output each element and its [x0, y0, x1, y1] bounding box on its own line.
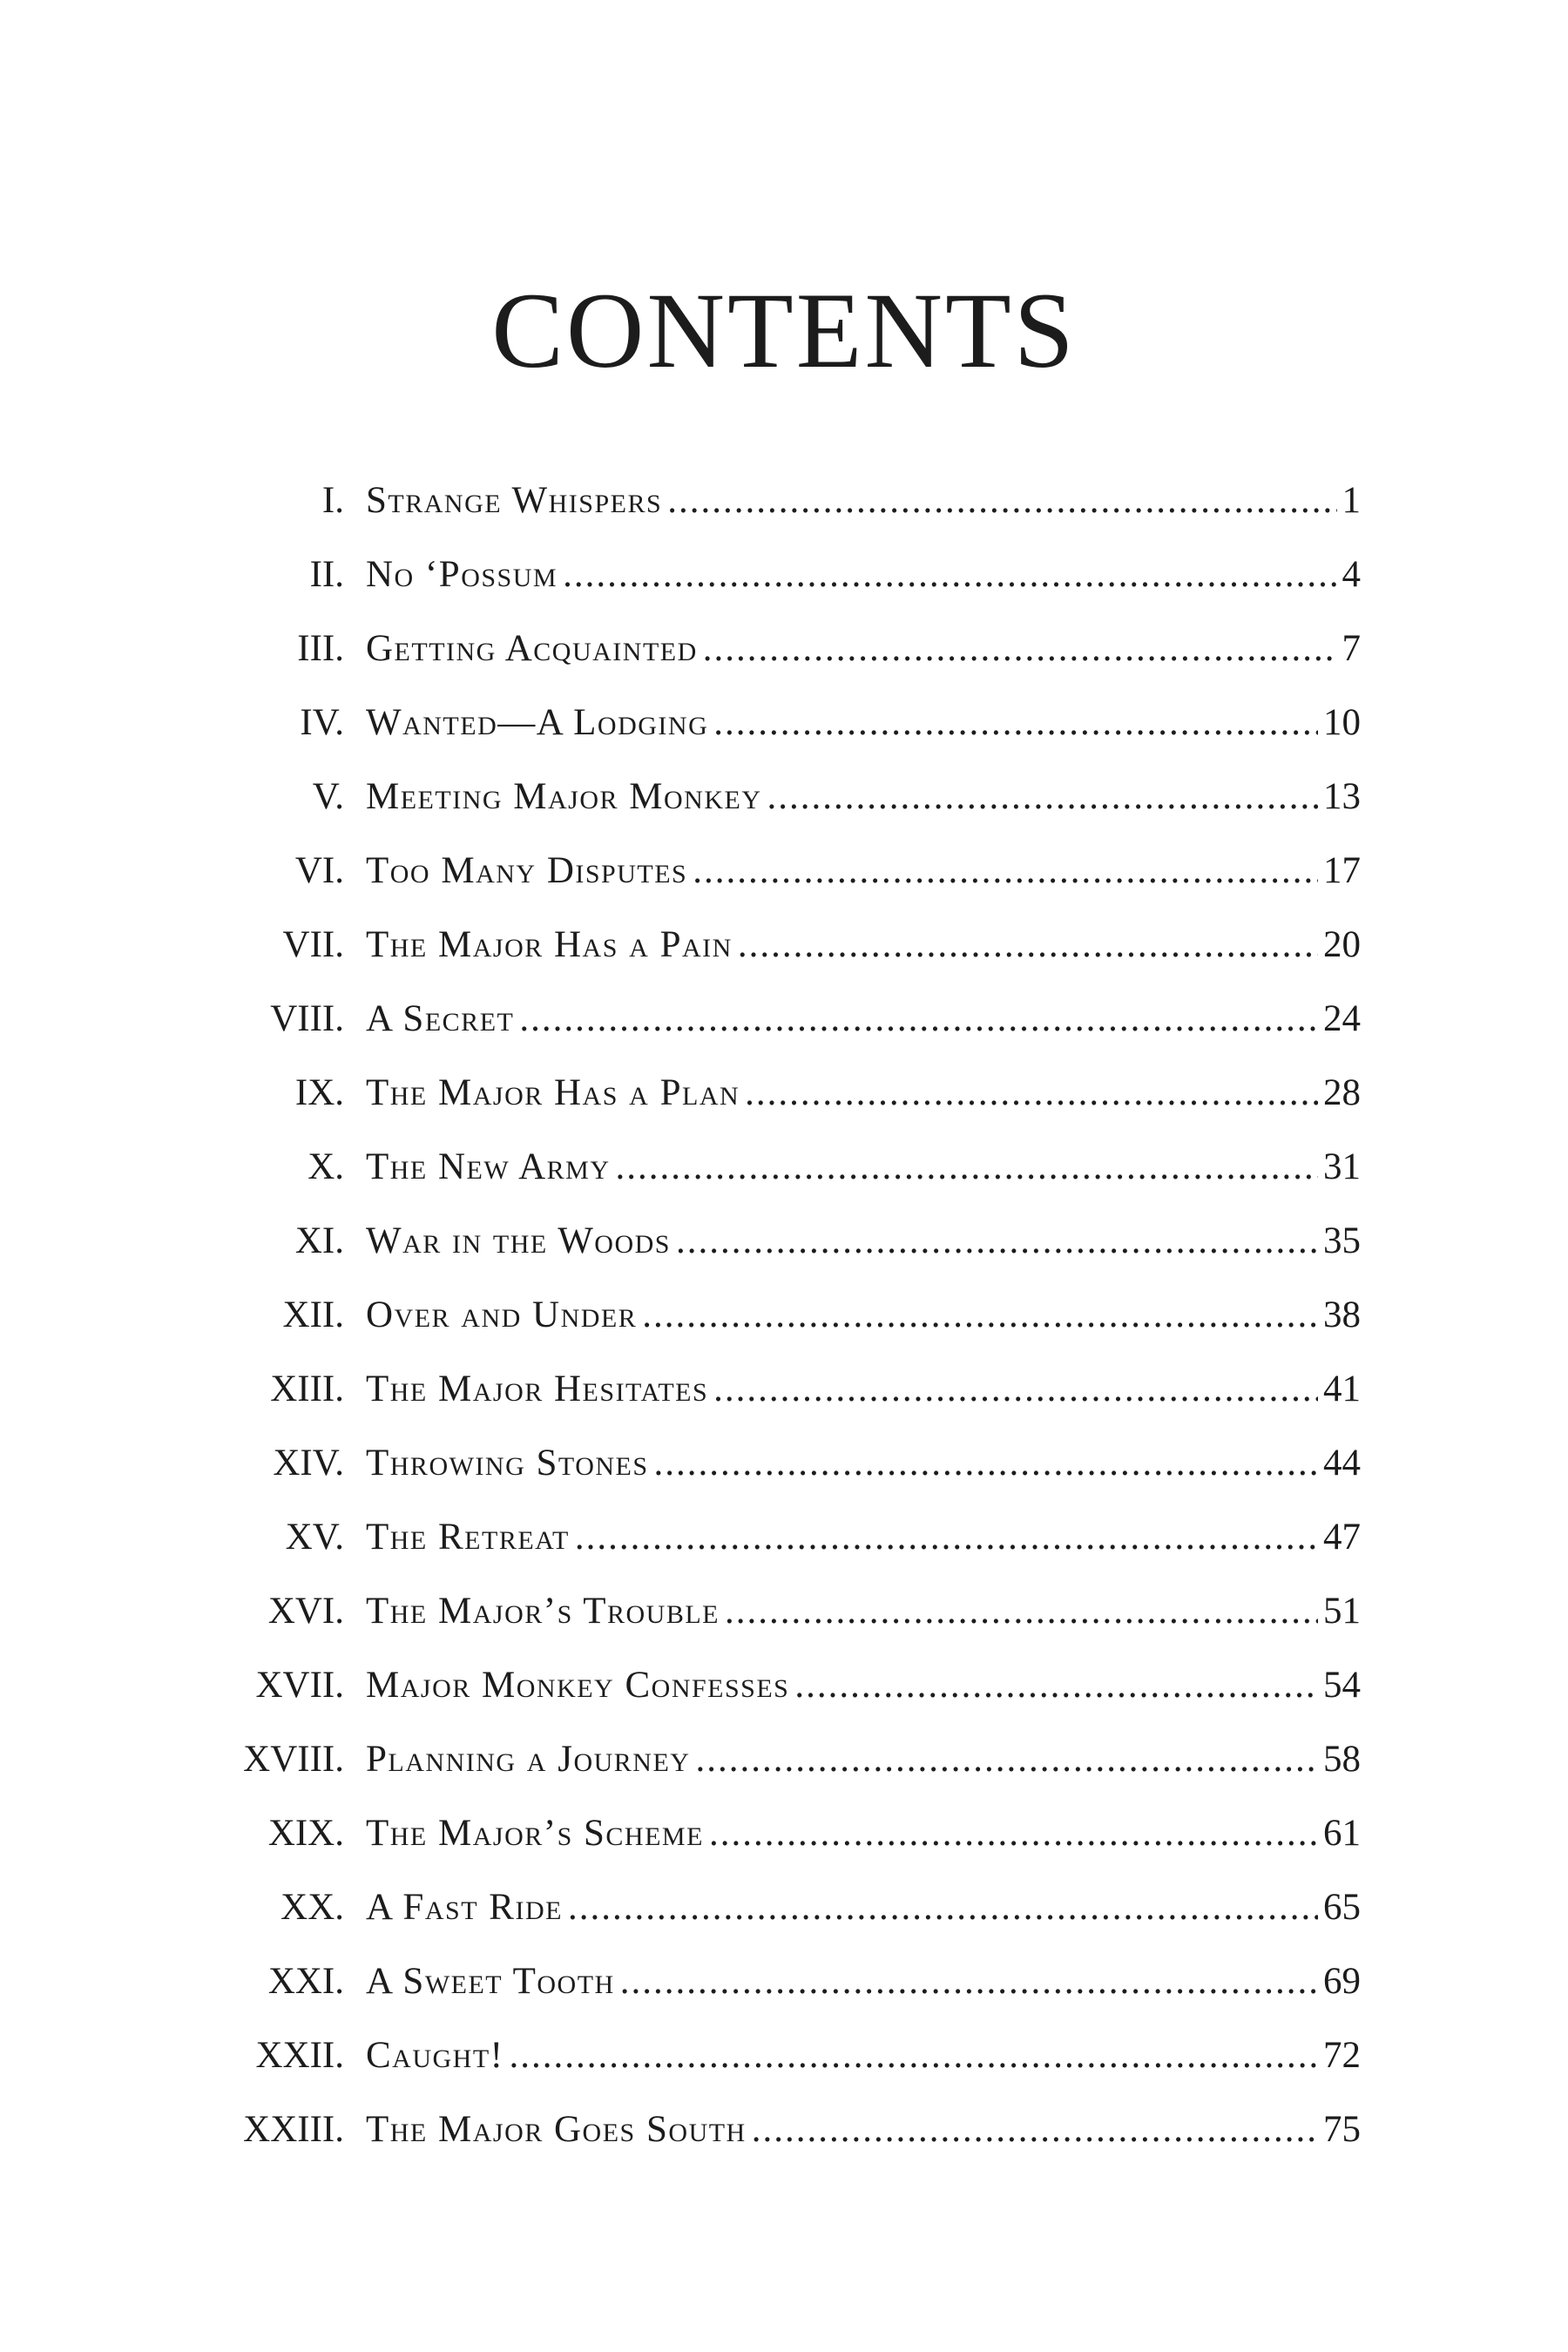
page-number: 13	[1323, 776, 1361, 817]
chapter-number: I.	[321, 480, 344, 521]
dot-leader	[713, 691, 1318, 755]
toc-entry[interactable]	[0, 1357, 1568, 1431]
chapter-title: Planning a Journey	[366, 1739, 691, 1780]
chapter-number: IX.	[294, 1072, 344, 1113]
dot-leader	[642, 1283, 1318, 1348]
chapter-title: War in the Woods	[366, 1220, 671, 1261]
dot-leader	[563, 543, 1336, 607]
toc-line	[366, 839, 1361, 903]
chapter-title: The Major Hesitates	[366, 1369, 709, 1409]
toc-line	[366, 543, 1361, 607]
toc-line	[366, 2098, 1361, 2162]
page-number: 47	[1323, 1517, 1361, 1558]
page-number: 54	[1323, 1665, 1361, 1706]
chapter-number: XX.	[280, 1887, 344, 1928]
toc-entry[interactable]	[0, 1727, 1568, 1801]
chapter-number: II.	[309, 554, 344, 595]
toc-entry[interactable]	[0, 1950, 1568, 2024]
page-number: 7	[1342, 628, 1361, 669]
dot-leader	[693, 839, 1318, 903]
toc-line	[366, 987, 1361, 1051]
chapter-title: Meeting Major Monkey	[366, 776, 762, 817]
dot-leader	[620, 1950, 1318, 2014]
chapter-number: VII.	[282, 924, 344, 965]
dot-leader	[767, 765, 1319, 829]
chapter-number: V.	[312, 776, 344, 817]
toc-line	[366, 1209, 1361, 1274]
page-number: 10	[1323, 702, 1361, 743]
chapter-number: XVI.	[267, 1591, 344, 1632]
toc-line	[366, 1801, 1361, 1866]
toc-line	[366, 1505, 1361, 1570]
toc-line	[366, 1727, 1361, 1792]
toc-line	[366, 2024, 1361, 2088]
chapter-title: Too Many Disputes	[366, 850, 688, 891]
chapter-number: XII.	[282, 1294, 344, 1335]
dot-leader	[519, 987, 1318, 1051]
chapter-title: Over and Under	[366, 1294, 638, 1335]
toc-entry[interactable]	[0, 987, 1568, 1061]
toc-entry[interactable]	[0, 543, 1568, 617]
chapter-title: The New Army	[366, 1146, 611, 1187]
chapter-number: XIX.	[267, 1813, 344, 1854]
toc-entry[interactable]	[0, 765, 1568, 839]
page-number: 65	[1323, 1887, 1361, 1928]
chapter-title: Major Monkey Confesses	[366, 1665, 790, 1706]
toc-entry[interactable]	[0, 839, 1568, 913]
chapter-number: IV.	[300, 702, 344, 743]
toc-entry[interactable]	[0, 913, 1568, 987]
chapter-title: A Secret	[366, 998, 515, 1039]
page-number: 28	[1323, 1072, 1361, 1113]
chapter-number: XIV.	[273, 1443, 344, 1484]
chapter-number: XXII.	[255, 2035, 344, 2076]
toc-line	[366, 1357, 1361, 1422]
chapter-title: Wanted—A Lodging	[366, 702, 709, 743]
chapter-number: XXIII.	[243, 2109, 344, 2150]
chapter-number: X.	[308, 1146, 344, 1187]
page-title: CONTENTS	[491, 271, 1077, 390]
dot-leader	[575, 1505, 1318, 1570]
page-number: 44	[1323, 1443, 1361, 1484]
dot-leader	[738, 913, 1318, 977]
page-number: 61	[1323, 1813, 1361, 1854]
chapter-title: The Major Goes South	[366, 2109, 747, 2150]
toc-line	[366, 1135, 1361, 1200]
toc-line	[366, 1653, 1361, 1718]
dot-leader	[709, 1801, 1318, 1866]
toc-entry[interactable]	[0, 2024, 1568, 2098]
toc-entry[interactable]	[0, 617, 1568, 691]
page-number: 35	[1323, 1220, 1361, 1261]
page-number: 41	[1323, 1369, 1361, 1409]
chapter-title: Strange Whispers	[366, 480, 663, 521]
toc-line	[366, 1283, 1361, 1348]
dot-leader	[725, 1579, 1318, 1644]
chapter-number: XIII.	[270, 1369, 344, 1409]
dot-leader	[695, 1727, 1318, 1792]
toc-entry[interactable]	[0, 1579, 1568, 1653]
page-number: 69	[1323, 1961, 1361, 2002]
page-number: 1	[1342, 480, 1361, 521]
dot-leader	[568, 1876, 1318, 1940]
chapter-title: Getting Acquainted	[366, 628, 698, 669]
chapter-title: Caught!	[366, 2035, 504, 2076]
page-number: 17	[1323, 850, 1361, 891]
dot-leader	[752, 2098, 1318, 2162]
chapter-title: The Major’s Trouble	[366, 1591, 720, 1632]
dot-leader	[667, 469, 1336, 533]
toc-entry[interactable]	[0, 1801, 1568, 1876]
toc-line	[366, 913, 1361, 977]
chapter-number: XVII.	[255, 1665, 344, 1706]
toc-entry[interactable]	[0, 1876, 1568, 1950]
toc-line	[366, 617, 1361, 681]
toc-entry[interactable]	[0, 1505, 1568, 1579]
toc-entry[interactable]	[0, 1431, 1568, 1505]
dot-leader	[745, 1061, 1318, 1125]
dot-leader	[510, 2024, 1319, 2088]
chapter-number: VI.	[294, 850, 344, 891]
toc-line	[366, 1876, 1361, 1940]
chapter-title: The Major Has a Plan	[366, 1072, 740, 1113]
toc-entry[interactable]	[0, 2098, 1568, 2172]
chapter-title: The Major’s Scheme	[366, 1813, 704, 1854]
dot-leader	[654, 1431, 1318, 1496]
toc-line	[366, 1579, 1361, 1644]
chapter-title: A Fast Ride	[366, 1887, 563, 1928]
page-number: 38	[1323, 1294, 1361, 1335]
toc-line	[366, 1950, 1361, 2014]
chapter-number: XVIII.	[243, 1739, 344, 1780]
toc-line	[366, 469, 1361, 533]
page-number: 58	[1323, 1739, 1361, 1780]
dot-leader	[713, 1357, 1318, 1422]
dot-leader	[794, 1653, 1318, 1718]
toc-entry[interactable]	[0, 691, 1568, 765]
chapter-number: XXI.	[267, 1961, 344, 2002]
table-of-contents	[0, 469, 1568, 2172]
chapter-number: III.	[297, 628, 344, 669]
page-number: 4	[1342, 554, 1361, 595]
chapter-title: Throwing Stones	[366, 1443, 649, 1484]
page-number: 31	[1323, 1146, 1361, 1187]
toc-line	[366, 1061, 1361, 1125]
chapter-title: The Major Has a Pain	[366, 924, 733, 965]
page-number: 75	[1323, 2109, 1361, 2150]
dot-leader	[676, 1209, 1318, 1274]
chapter-number: XI.	[294, 1220, 344, 1261]
chapter-title: A Sweet Tooth	[366, 1961, 615, 2002]
toc-entry[interactable]	[0, 469, 1568, 543]
toc-entry[interactable]	[0, 1653, 1568, 1727]
toc-entry[interactable]	[0, 1209, 1568, 1283]
dot-leader	[615, 1135, 1318, 1200]
page-number: 72	[1323, 2035, 1361, 2076]
dot-leader	[703, 617, 1337, 681]
chapter-number: VIII.	[270, 998, 344, 1039]
toc-line	[366, 691, 1361, 755]
toc-entry[interactable]	[0, 1135, 1568, 1209]
page-number: 24	[1323, 998, 1361, 1039]
toc-entry[interactable]	[0, 1283, 1568, 1357]
chapter-title: No ‘Possum	[366, 554, 558, 595]
chapter-number: XV.	[285, 1517, 344, 1558]
page-number: 20	[1323, 924, 1361, 965]
page-number: 51	[1323, 1591, 1361, 1632]
toc-line	[366, 1431, 1361, 1496]
toc-line	[366, 765, 1361, 829]
chapter-title: The Retreat	[366, 1517, 570, 1558]
toc-entry[interactable]	[0, 1061, 1568, 1135]
